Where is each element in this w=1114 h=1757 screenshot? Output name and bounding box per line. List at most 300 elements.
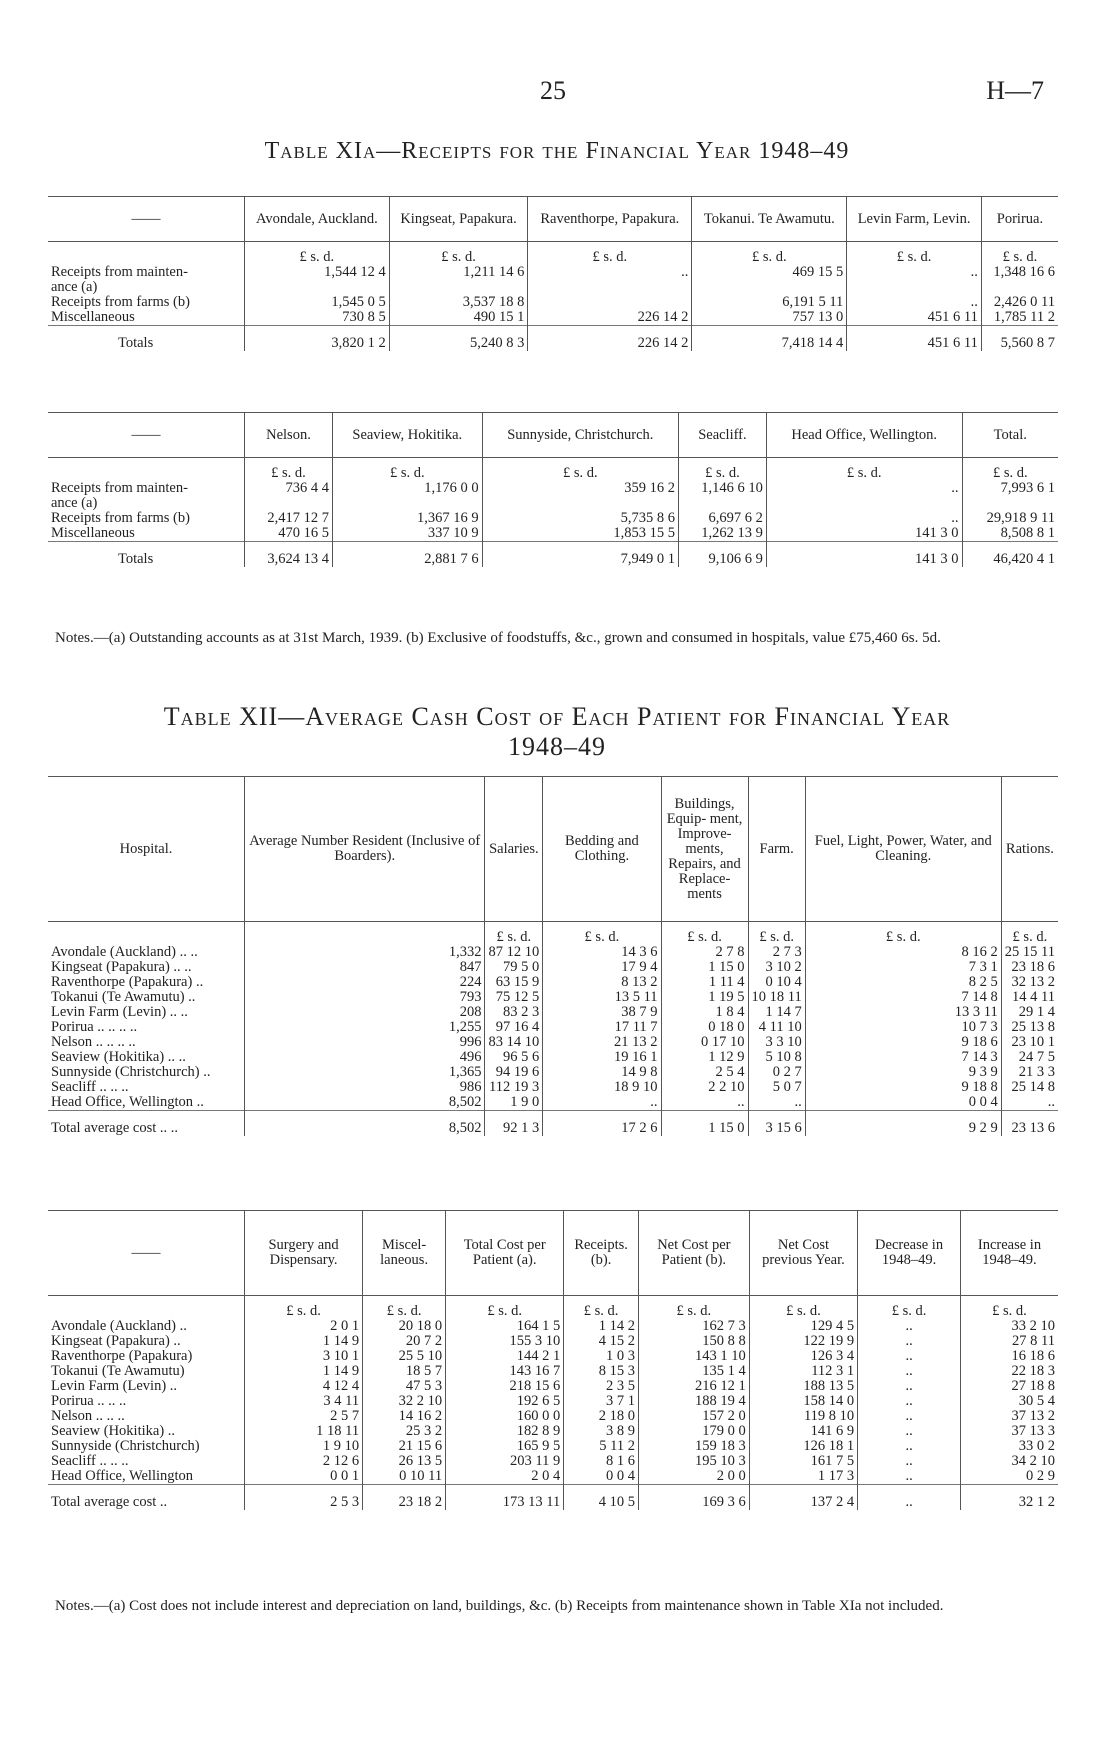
totals-row	[48, 1111, 1058, 1137]
cell: 0 0 4	[564, 1469, 639, 1485]
column-header: Net Cost previous Year.	[749, 1211, 857, 1296]
cell: 126 3 4	[749, 1349, 857, 1364]
cell: 25 15 11	[1001, 945, 1058, 960]
cell: 21 13 2	[543, 1035, 661, 1050]
table-row	[48, 280, 1058, 295]
table-row	[48, 1349, 1058, 1364]
header-row	[48, 413, 1058, 458]
cell: 736 4 4	[245, 481, 333, 496]
cell: 188 19 4	[638, 1394, 749, 1409]
unit-label: £ s. d.	[748, 922, 805, 946]
table-row	[48, 1334, 1058, 1349]
cell: 94 19 6	[485, 1065, 543, 1080]
table-row	[48, 526, 1058, 542]
column-header: Average Number Resident (Inclusive of Boarders).	[245, 777, 485, 922]
table-row	[48, 945, 1058, 960]
cell: ..	[543, 1095, 661, 1111]
cell: 32 2 10	[363, 1394, 446, 1409]
column-header: Increase in 1948–49.	[960, 1211, 1058, 1296]
cell: 469 15 5	[692, 265, 847, 280]
cell: 7,949 0 1	[482, 542, 678, 568]
cell: ..	[858, 1409, 961, 1424]
row-label: Receipts from farms (b)	[51, 294, 190, 310]
cell: 135 1 4	[638, 1364, 749, 1379]
cell: ..	[858, 1364, 961, 1379]
cell: 173 13 11	[446, 1485, 564, 1511]
table-row	[48, 1095, 1058, 1111]
unit-label: £ s. d.	[245, 458, 333, 482]
cell: 203 11 9	[446, 1454, 564, 1469]
unit-label: £ s. d.	[692, 242, 847, 266]
hospital-name: Nelson .. .. ..	[51, 1408, 125, 1424]
cell: 21 15 6	[363, 1439, 446, 1454]
unit-blank	[48, 458, 245, 482]
header-blank: ——	[48, 413, 245, 458]
cell: 10 18 11	[748, 990, 805, 1005]
cell: 159 18 3	[638, 1439, 749, 1454]
cell	[847, 280, 982, 295]
cell: 2 5 4	[661, 1065, 748, 1080]
column-header: Hospital.	[48, 777, 245, 922]
unit-label: £ s. d.	[960, 1296, 1058, 1320]
table-xii-title-line1: Table XII—Average Cash Cost of Each Patient for Financial Year	[163, 702, 951, 731]
cell: 6,697 6 2	[678, 511, 766, 526]
cell: 3 8 9	[564, 1424, 639, 1439]
cell: 96 5 6	[485, 1050, 543, 1065]
cell: 216 12 1	[638, 1379, 749, 1394]
cell: 25 3 2	[363, 1424, 446, 1439]
unit-label: £ s. d.	[858, 1296, 961, 1320]
cell: ..	[858, 1485, 961, 1511]
cell: 2 2 10	[661, 1080, 748, 1095]
cell: 17 11 7	[543, 1020, 661, 1035]
table-row	[48, 960, 1058, 975]
cell: 0 10 4	[748, 975, 805, 990]
cell: 97 16 4	[485, 1020, 543, 1035]
unit-label: £ s. d.	[749, 1296, 857, 1320]
page-reference: H—7	[986, 76, 1044, 105]
cell: 730 8 5	[245, 310, 390, 326]
cell: 14 4 11	[1001, 990, 1058, 1005]
unit-label: £ s. d.	[363, 1296, 446, 1320]
column-header: Head Office, Wellington.	[766, 413, 962, 458]
cell: 18 9 10	[543, 1080, 661, 1095]
table-xia-title: Table XIa—Receipts for the Financial Year 1948–49	[264, 138, 850, 164]
cell: 1 9 10	[245, 1439, 363, 1454]
cell: 8 16 2	[805, 945, 1001, 960]
table-row	[48, 1080, 1058, 1095]
cell: 126 18 1	[749, 1439, 857, 1454]
table-row	[48, 310, 1058, 326]
row-label: ance (a)	[51, 495, 98, 511]
cell: 179 0 0	[638, 1424, 749, 1439]
cell: 33 0 2	[960, 1439, 1058, 1454]
cell: 1 19 5	[661, 990, 748, 1005]
cell: 10 7 3	[805, 1020, 1001, 1035]
cell: 1,146 6 10	[678, 481, 766, 496]
cell: 0 2 9	[960, 1469, 1058, 1485]
cell: 4 12 4	[245, 1379, 363, 1394]
cell: 1 9 0	[485, 1095, 543, 1111]
column-header: Salaries.	[485, 777, 543, 922]
cell: 757 13 0	[692, 310, 847, 326]
cell: 160 0 0	[446, 1409, 564, 1424]
hospital-name: Seacliff .. .. ..	[51, 1453, 129, 1469]
header-row	[48, 777, 1058, 922]
table-row	[48, 1319, 1058, 1334]
cell: 38 7 9	[543, 1005, 661, 1020]
header-blank: ——	[48, 197, 245, 242]
cell: 195 10 3	[638, 1454, 749, 1469]
table-row	[48, 1005, 1058, 1020]
cell: 5,560 8 7	[981, 326, 1058, 352]
cell: 2 7 3	[748, 945, 805, 960]
row-label: Receipts from farms (b)	[51, 510, 190, 526]
cell: 33 2 10	[960, 1319, 1058, 1334]
cell: 337 10 9	[332, 526, 482, 542]
hospital-name: Avondale (Auckland) ..	[51, 1318, 187, 1334]
cell: 1 15 0	[661, 960, 748, 975]
hospital-name: Nelson .. .. .. ..	[51, 1034, 136, 1050]
cell: 1 11 4	[661, 975, 748, 990]
cell: 7 14 8	[805, 990, 1001, 1005]
cell: 27 8 11	[960, 1334, 1058, 1349]
unit-label: £ s. d.	[766, 458, 962, 482]
column-header: ——	[48, 1211, 245, 1296]
cell: ..	[858, 1379, 961, 1394]
column-header: Levin Farm, Levin.	[847, 197, 982, 242]
table-row	[48, 295, 1058, 310]
cell: 2,417 12 7	[245, 511, 333, 526]
resident-count: 8,502	[245, 1111, 485, 1137]
cell: 1 14 2	[564, 1319, 639, 1334]
hospital-name: Seacliff .. .. ..	[51, 1079, 129, 1095]
cell: 143 1 10	[638, 1349, 749, 1364]
resident-count: 996	[245, 1035, 485, 1050]
cell: ..	[766, 511, 962, 526]
cell: 1 18 11	[245, 1424, 363, 1439]
unit-label: £ s. d.	[389, 242, 528, 266]
table-xii-title	[0, 702, 1114, 762]
cell: 83 2 3	[485, 1005, 543, 1020]
cell: 8 1 6	[564, 1454, 639, 1469]
column-header: Miscel- laneous.	[363, 1211, 446, 1296]
cell: 83 14 10	[485, 1035, 543, 1050]
hospital-name: Kingseat (Papakura) .. ..	[51, 959, 192, 975]
cell: 2 0 0	[638, 1469, 749, 1485]
cell: 1,211 14 6	[389, 265, 528, 280]
cell: ..	[528, 265, 692, 280]
cell: 8 2 5	[805, 975, 1001, 990]
unit-blank	[48, 242, 245, 266]
cell: 112 19 3	[485, 1080, 543, 1095]
table-xia-group2	[48, 412, 1058, 567]
unit-row	[48, 922, 1058, 946]
cell: ..	[766, 481, 962, 496]
cell: 32 13 2	[1001, 975, 1058, 990]
cell: 14 16 2	[363, 1409, 446, 1424]
cell: ..	[858, 1394, 961, 1409]
cell: 37 13 3	[960, 1424, 1058, 1439]
cell: 141 3 0	[766, 542, 962, 568]
cell: 14 9 8	[543, 1065, 661, 1080]
unit-label: £ s. d.	[245, 242, 390, 266]
table-row	[48, 1454, 1058, 1469]
cell: ..	[661, 1095, 748, 1111]
hospital-name: Avondale (Auckland) .. ..	[51, 944, 198, 960]
unit-label: £ s. d.	[678, 458, 766, 482]
resident-count: 208	[245, 1005, 485, 1020]
resident-count: 224	[245, 975, 485, 990]
cell: 18 5 7	[363, 1364, 446, 1379]
cell: 3 7 1	[564, 1394, 639, 1409]
cell: 192 6 5	[446, 1394, 564, 1409]
cell: 1 8 4	[661, 1005, 748, 1020]
cell: ..	[748, 1095, 805, 1111]
cell: 7 14 3	[805, 1050, 1001, 1065]
cell: 3,820 1 2	[245, 326, 390, 352]
cell: 25 13 8	[1001, 1020, 1058, 1035]
unit-row	[48, 242, 1058, 266]
table-xii-notes: Notes.—(a) Cost does not include interest and depreciation on land, buildings, &c. (b) Receipts from maintenance shown in Table XIa not included.	[55, 1598, 944, 1614]
cell: 9 18 6	[805, 1035, 1001, 1050]
unit-row	[48, 458, 1058, 482]
cell: 63 15 9	[485, 975, 543, 990]
cell: 129 4 5	[749, 1319, 857, 1334]
totals-row	[48, 542, 1058, 568]
cell: 0 10 11	[363, 1469, 446, 1485]
cell: 17 2 6	[543, 1111, 661, 1137]
table-row	[48, 1065, 1058, 1080]
cell: 75 12 5	[485, 990, 543, 1005]
cell: 158 14 0	[749, 1394, 857, 1409]
row-label: Miscellaneous	[51, 525, 135, 541]
table-xii-part2	[48, 1210, 1058, 1510]
table-row	[48, 511, 1058, 526]
cell: 8 15 3	[564, 1364, 639, 1379]
unit-label: £ s. d.	[245, 1296, 363, 1320]
table-row	[48, 1424, 1058, 1439]
cell: 7,993 6 1	[962, 481, 1058, 496]
cell: 25 14 8	[1001, 1080, 1058, 1095]
table-row	[48, 1409, 1058, 1424]
column-header: Rations.	[1001, 777, 1058, 922]
cell: 29 1 4	[1001, 1005, 1058, 1020]
hospital-name: Levin Farm (Levin) ..	[51, 1378, 178, 1394]
hospital-name: Seaview (Hokitika) ..	[51, 1423, 176, 1439]
column-header: Sunnyside, Christchurch.	[482, 413, 678, 458]
cell: 8 13 2	[543, 975, 661, 990]
cell: 2 5 3	[245, 1485, 363, 1511]
cell	[332, 496, 482, 511]
unit-label: £ s. d.	[543, 922, 661, 946]
table-row	[48, 481, 1058, 496]
row-label: Totals	[48, 326, 245, 352]
resident-count: 8,502	[245, 1095, 485, 1111]
cell	[692, 280, 847, 295]
cell: 1,262 13 9	[678, 526, 766, 542]
cell: 7,418 14 4	[692, 326, 847, 352]
unit-label: £ s. d.	[528, 242, 692, 266]
unit-label: £ s. d.	[638, 1296, 749, 1320]
cell: 3 10 2	[748, 960, 805, 975]
cell: 0 17 10	[661, 1035, 748, 1050]
cell: 161 7 5	[749, 1454, 857, 1469]
cell: 141 6 9	[749, 1424, 857, 1439]
totals-row	[48, 1485, 1058, 1511]
cell: 5 0 7	[748, 1080, 805, 1095]
cell: 0 0 1	[245, 1469, 363, 1485]
cell: 5 10 8	[748, 1050, 805, 1065]
cell: ..	[858, 1439, 961, 1454]
cell: 17 9 4	[543, 960, 661, 975]
column-header: Seacliff.	[678, 413, 766, 458]
cell	[962, 496, 1058, 511]
cell: 144 2 1	[446, 1349, 564, 1364]
cell: 359 16 2	[482, 481, 678, 496]
cell: 1 12 9	[661, 1050, 748, 1065]
column-header: Total.	[962, 413, 1058, 458]
table-row	[48, 1020, 1058, 1035]
cell: 122 19 9	[749, 1334, 857, 1349]
cell: ..	[847, 295, 982, 310]
cell: 155 3 10	[446, 1334, 564, 1349]
cell: 137 2 4	[749, 1485, 857, 1511]
cell: 27 18 8	[960, 1379, 1058, 1394]
totals-row	[48, 326, 1058, 352]
table-row	[48, 975, 1058, 990]
resident-count: 1,332	[245, 945, 485, 960]
cell: 21 3 3	[1001, 1065, 1058, 1080]
cell: 1,176 0 0	[332, 481, 482, 496]
cell: 169 3 6	[638, 1485, 749, 1511]
cell: 34 2 10	[960, 1454, 1058, 1469]
table-row	[48, 1469, 1058, 1485]
column-header: Fuel, Light, Power, Water, and Cleaning.	[805, 777, 1001, 922]
row-label: Miscellaneous	[51, 309, 135, 325]
row-label: Receipts from mainten-	[51, 480, 188, 496]
cell: 0 0 4	[805, 1095, 1001, 1111]
table-row	[48, 1379, 1058, 1394]
cell: 1,785 11 2	[981, 310, 1058, 326]
cell: 182 8 9	[446, 1424, 564, 1439]
hospital-name: Porirua .. .. .. ..	[51, 1019, 138, 1035]
unit-label: £ s. d.	[847, 242, 982, 266]
cell: 188 13 5	[749, 1379, 857, 1394]
cell: 46,420 4 1	[962, 542, 1058, 568]
cell: 2 0 1	[245, 1319, 363, 1334]
column-header: Total Cost per Patient (a).	[446, 1211, 564, 1296]
cell: 1 17 3	[749, 1469, 857, 1485]
unit-label: £ s. d.	[805, 922, 1001, 946]
column-header: Seaview, Hokitika.	[332, 413, 482, 458]
cell: 3,537 18 8	[389, 295, 528, 310]
table-row	[48, 496, 1058, 511]
cell: 141 3 0	[766, 526, 962, 542]
header-row	[48, 1211, 1058, 1296]
cell: 5 11 2	[564, 1439, 639, 1454]
cell: 2,426 0 11	[981, 295, 1058, 310]
cell: ..	[858, 1469, 961, 1485]
row-label: Receipts from mainten-	[51, 264, 188, 280]
cell: 451 6 11	[847, 310, 982, 326]
cell: 30 5 4	[960, 1394, 1058, 1409]
cell: 79 5 0	[485, 960, 543, 975]
cell: 9 3 9	[805, 1065, 1001, 1080]
cell: 4 15 2	[564, 1334, 639, 1349]
cell: 26 13 5	[363, 1454, 446, 1469]
cell: 13 5 11	[543, 990, 661, 1005]
cell	[245, 280, 390, 295]
cell: 3 10 1	[245, 1349, 363, 1364]
cell	[389, 280, 528, 295]
column-header: Tokanui. Te Awamutu.	[692, 197, 847, 242]
unit-label: £ s. d.	[661, 922, 748, 946]
cell: 2 7 8	[661, 945, 748, 960]
resident-count: 1,365	[245, 1065, 485, 1080]
cell: 1,544 12 4	[245, 265, 390, 280]
table-row	[48, 1439, 1058, 1454]
cell: 470 16 5	[245, 526, 333, 542]
cell: 2 0 4	[446, 1469, 564, 1485]
hospital-name: Raventhorpe (Papakura)	[51, 1348, 193, 1364]
cell: 92 1 3	[485, 1111, 543, 1137]
cell: ..	[858, 1454, 961, 1469]
resident-count: 986	[245, 1080, 485, 1095]
cell: 2 3 5	[564, 1379, 639, 1394]
cell: 157 2 0	[638, 1409, 749, 1424]
cell: 164 1 5	[446, 1319, 564, 1334]
unit-blank	[48, 922, 245, 946]
table-row	[48, 1035, 1058, 1050]
cell	[678, 496, 766, 511]
cell: 119 8 10	[749, 1409, 857, 1424]
table-xii-part1	[48, 776, 1058, 1136]
hospital-name: Tokanui (Te Awamutu)	[51, 1363, 185, 1379]
column-header: Net Cost per Patient (b).	[638, 1211, 749, 1296]
cell: 20 7 2	[363, 1334, 446, 1349]
hospital-name: Sunnyside (Christchurch)	[51, 1438, 200, 1454]
unit-label: £ s. d.	[564, 1296, 639, 1320]
unit-label: £ s. d.	[962, 458, 1058, 482]
column-header: Decrease in 1948–49.	[858, 1211, 961, 1296]
page-number: 25	[540, 76, 566, 105]
cell: 25 5 10	[363, 1349, 446, 1364]
cell: 20 18 0	[363, 1319, 446, 1334]
cell: 226 14 2	[528, 310, 692, 326]
cell: 22 18 3	[960, 1364, 1058, 1379]
resident-count: 1,255	[245, 1020, 485, 1035]
hospital-name: Levin Farm (Levin) .. ..	[51, 1004, 188, 1020]
hospital-name: Porirua .. .. ..	[51, 1393, 127, 1409]
cell: 150 8 8	[638, 1334, 749, 1349]
table-row	[48, 1050, 1058, 1065]
cell: 165 9 5	[446, 1439, 564, 1454]
cell: 2 5 7	[245, 1409, 363, 1424]
resident-count: 847	[245, 960, 485, 975]
cell: ..	[858, 1319, 961, 1334]
cell	[528, 295, 692, 310]
column-header: Surgery and Dispensary.	[245, 1211, 363, 1296]
table-xii-title-line2: 1948–49	[508, 732, 606, 761]
unit-label: £ s. d.	[485, 922, 543, 946]
hospital-name: Sunnyside (Christchurch) ..	[51, 1064, 211, 1080]
table-xia-notes: Notes.—(a) Outstanding accounts as at 31st March, 1939. (b) Exclusive of foodstuffs, &c., grown and consumed in hospitals, value £75,460 6s. 5d.	[55, 630, 941, 646]
cell: 87 12 10	[485, 945, 543, 960]
cell: 9 18 8	[805, 1080, 1001, 1095]
cell: 1 15 0	[661, 1111, 748, 1137]
column-header: Buildings, Equip- ment, Improve- ments, Repairs, and Replace- ments	[661, 777, 748, 922]
